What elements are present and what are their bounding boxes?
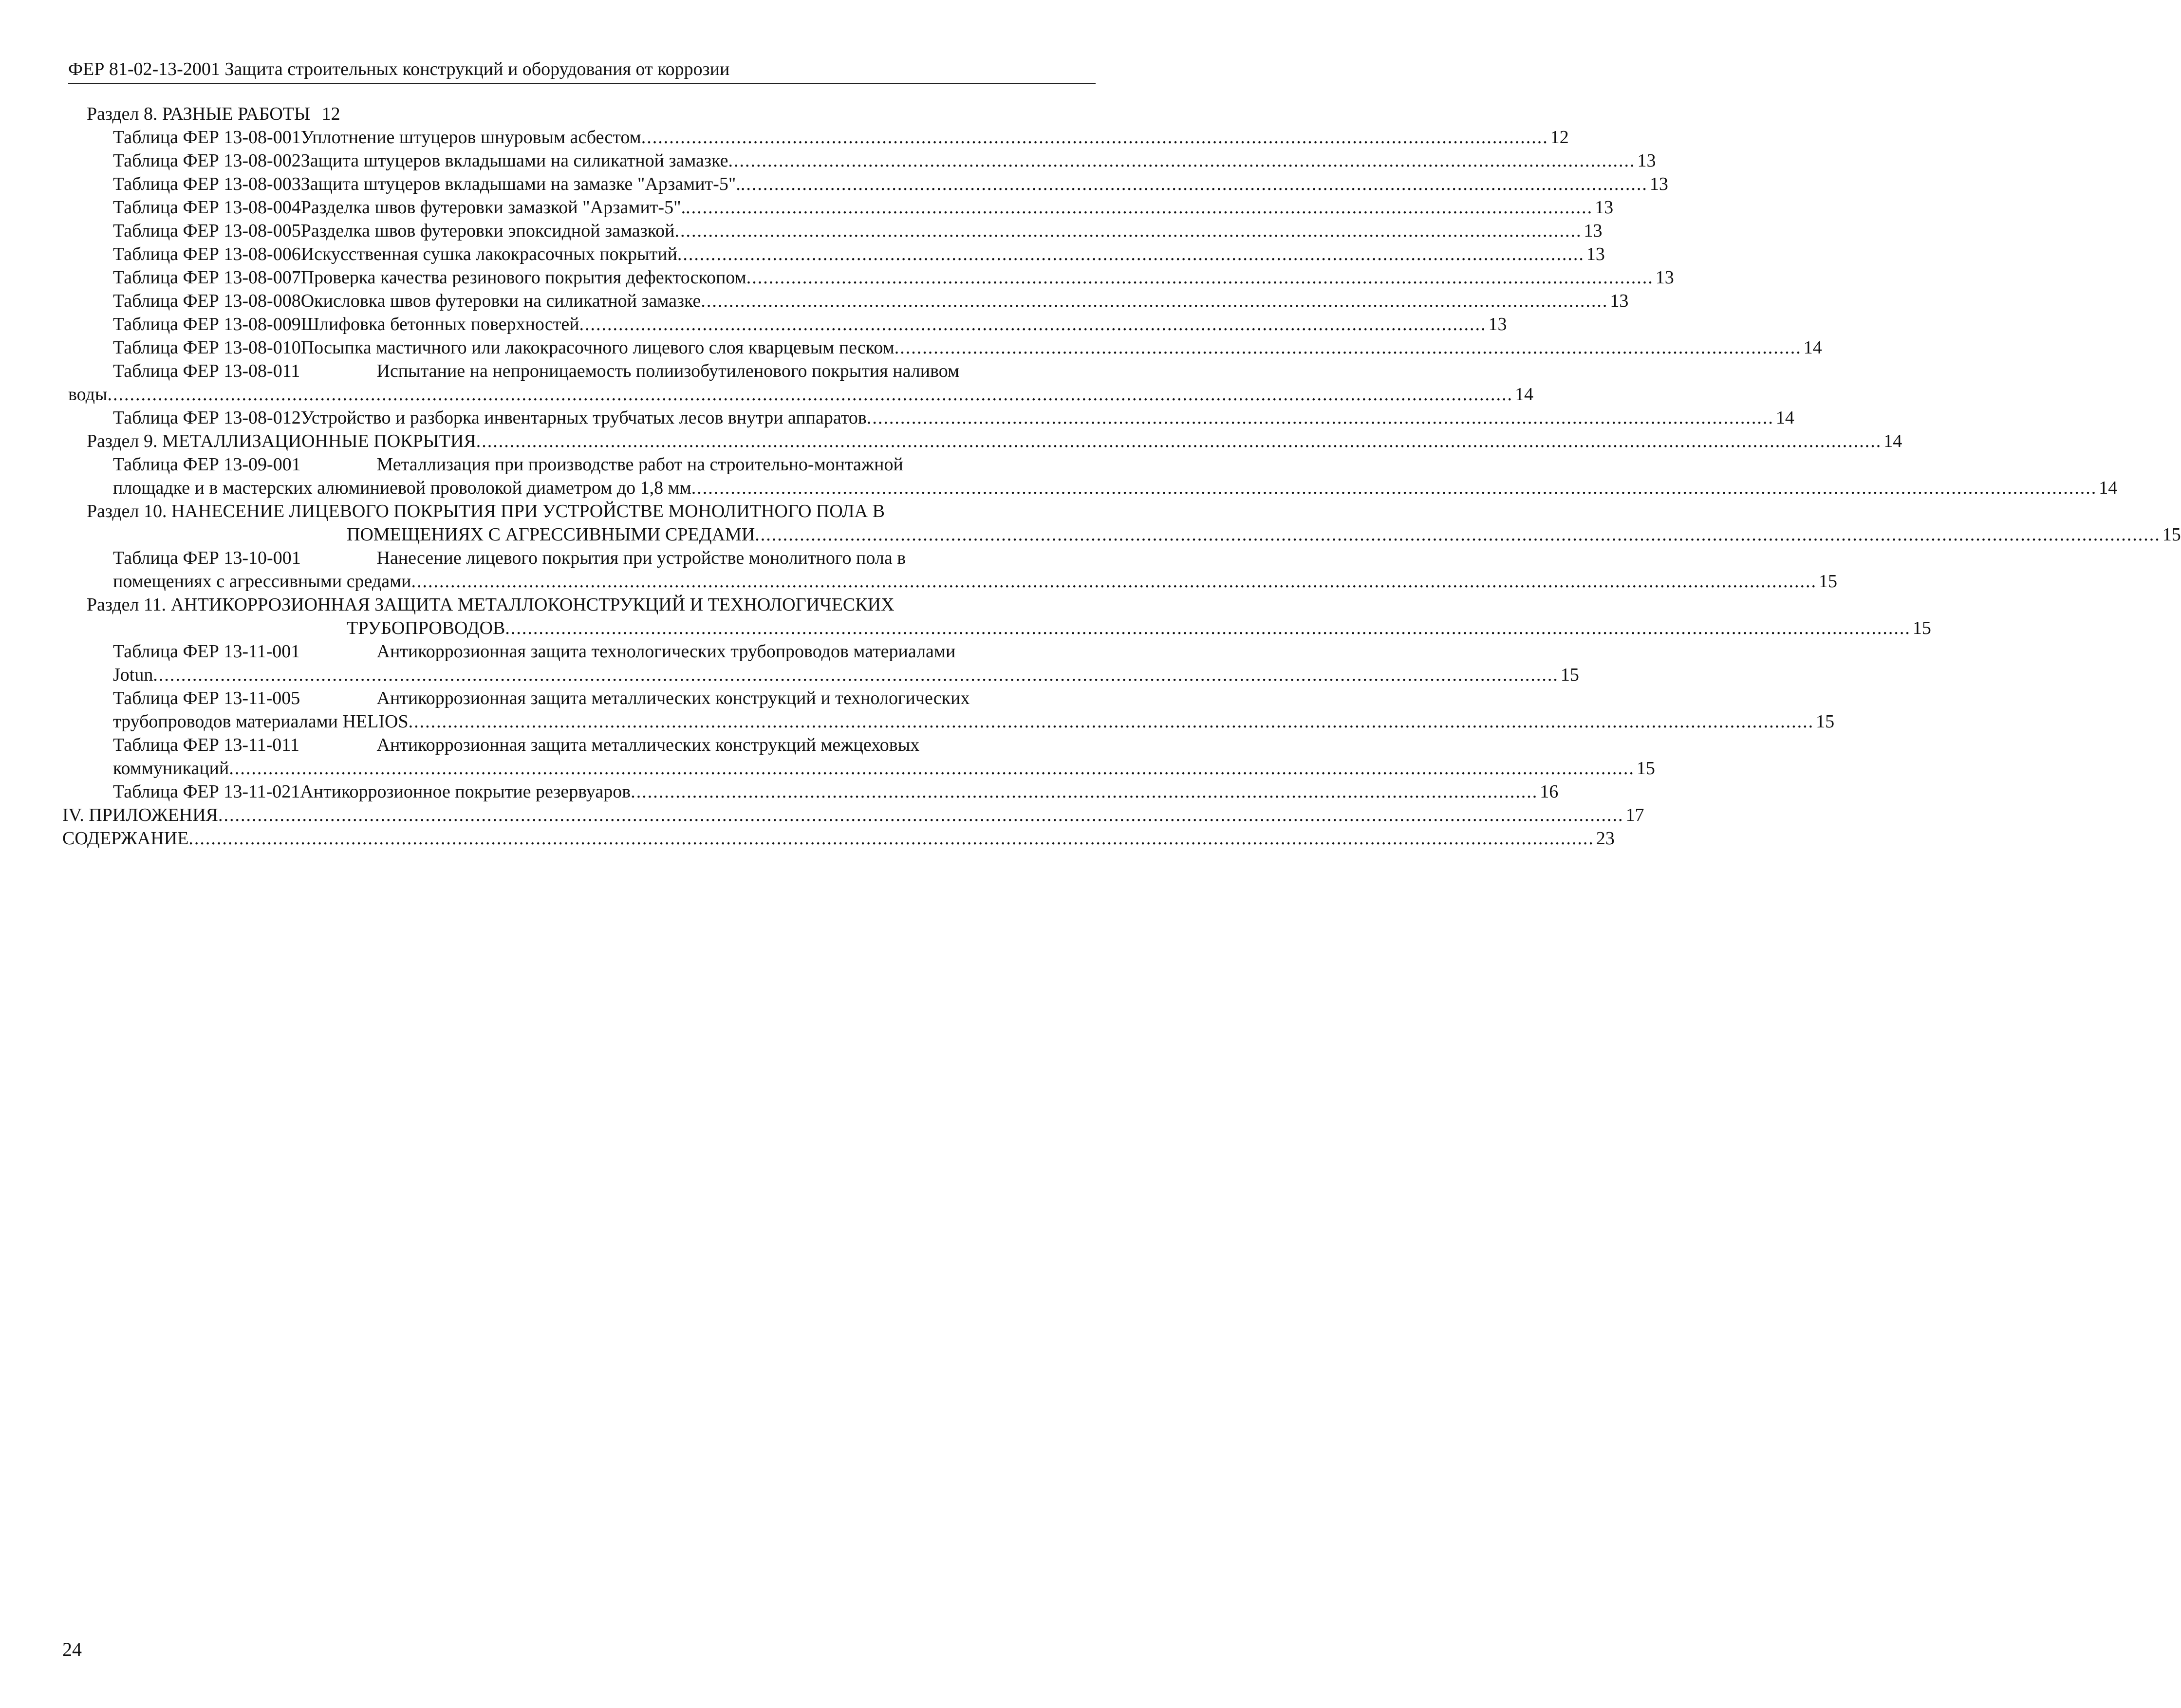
- toc-page-number: 12: [1550, 127, 1569, 148]
- toc-leader-dots: ...........................................................................................................................................................................................................................................................: [153, 665, 1559, 685]
- toc-entry-title: Защита штуцеров вкладышами на замазке "Арзамит-5".: [300, 174, 741, 194]
- toc-entry-title: Шлифовка бетонных поверхностей: [300, 314, 579, 334]
- toc-entry-title-continued: коммуникаций: [113, 758, 229, 779]
- toc-entry-title: Посыпка мастичного или лакокрасочного лицевого слоя кварцевым песком: [300, 337, 895, 358]
- toc-entry-continuation[interactable]: [113, 757, 1655, 780]
- toc-page-number: 13: [1586, 244, 1605, 264]
- toc-table-code: Таблица ФЕР 13-10-001: [113, 548, 301, 568]
- toc-leader-dots: ..................................................................................................................................................................: [677, 244, 1584, 264]
- toc-entry-title: Защита штуцеров вкладышами на силикатной замазке: [300, 150, 728, 171]
- toc-entry-13-08-005[interactable]: [113, 219, 1603, 242]
- toc-table-code: Таблица ФЕР 13-08-004: [113, 197, 301, 218]
- toc-section-title-continued: ТРУБОПРОВОДОВ: [347, 618, 505, 638]
- toc-page-number: 13: [1595, 197, 1614, 218]
- toc-table-code: Таблица ФЕР 13-11-011: [113, 735, 299, 755]
- toc-entry-title: Антикоррозионная защита технологических трубопроводов материалами: [376, 641, 956, 662]
- toc-page-number: 15: [1636, 758, 1655, 779]
- toc-entry-continuation[interactable]: [113, 476, 2118, 500]
- toc-leader-dots: ..................................................................................................................................................................: [728, 150, 1636, 171]
- toc-leader-dots: ...........................................................................................................................................................................................................................................................: [691, 478, 2097, 498]
- toc-section-continuation[interactable]: [347, 523, 2181, 546]
- toc-entry-13-08-010[interactable]: [113, 336, 1822, 359]
- toc-section-title-continued: ПОМЕЩЕНИЯХ С АГРЕССИВНЫМИ СРЕДАМИ: [347, 524, 755, 545]
- toc-section-title: Раздел 11. АНТИКОРРОЗИОННАЯ ЗАЩИТА МЕТАЛЛОКОНСТРУКЦИЙ И ТЕХНОЛОГИЧЕСКИХ: [87, 594, 895, 615]
- toc-leader-dots: ..................................................................................................................................................................: [674, 221, 1582, 241]
- toc-leader-dots: ..................................................................................................................................................................: [631, 781, 1538, 802]
- toc-entry-13-08-006[interactable]: [113, 242, 1605, 266]
- toc-section-11[interactable]: [87, 593, 895, 616]
- toc-contents[interactable]: [62, 827, 1615, 850]
- toc-page-number: 17: [1625, 805, 1644, 825]
- toc-page-number: 12: [321, 104, 340, 124]
- toc-page-number: 13: [1584, 221, 1603, 241]
- toc-page-number: 14: [1775, 408, 1794, 428]
- toc-page-number: 13: [1610, 291, 1629, 311]
- toc-entry-title: Уплотнение штуцеров шнуровым асбестом: [300, 127, 641, 148]
- toc-entry-title-continued: помещениях с агрессивными средами: [113, 571, 411, 592]
- toc-table-code: Таблица ФЕР 13-08-012: [113, 408, 301, 428]
- toc-entry-title-continued: Jotun: [113, 665, 153, 685]
- toc-section-title: Раздел 9. МЕТАЛЛИЗАЦИОННЫЕ ПОКРЫТИЯ: [87, 431, 476, 451]
- toc-entry-continuation[interactable]: [113, 570, 1838, 593]
- toc-entry-title: Металлизация при производстве работ на строительно-монтажной: [376, 454, 903, 475]
- toc-leader-dots: ..................................................................................................................................................................: [686, 197, 1593, 218]
- toc-page-number: 13: [1649, 174, 1668, 194]
- toc-leader-dots: ...........................................................................................................................................................................................................................................................: [408, 711, 1814, 732]
- toc-section-9[interactable]: [87, 429, 1902, 453]
- toc-leader-dots: ...........................................................................................................................................................................................................................................................: [476, 431, 1882, 451]
- toc-entry-title: Разделка швов футеровки замазкой "Арзамит-5".: [300, 197, 686, 218]
- toc-section-title: СОДЕРЖАНИЕ: [62, 828, 189, 849]
- toc-entry-title: Антикоррозионное покрытие резервуаров: [300, 781, 631, 802]
- toc-page-number: 15: [1560, 665, 1579, 685]
- toc-entry-13-08-008[interactable]: [113, 289, 1629, 313]
- toc-entry-13-08-002[interactable]: [113, 149, 1656, 172]
- header-divider: [68, 83, 1096, 84]
- toc-entry-13-08-004[interactable]: [113, 196, 1614, 219]
- toc-leader-dots: ...........................................................................................................................................................................................................................................................: [229, 758, 1635, 779]
- toc-table-code: Таблица ФЕР 13-08-003: [113, 174, 301, 194]
- toc-page-number: 15: [2162, 524, 2181, 545]
- toc-page-number: 15: [1912, 618, 1931, 638]
- toc-section-title: Раздел 8. РАЗНЫЕ РАБОТЫ: [87, 104, 311, 124]
- toc-page-number: 14: [2099, 478, 2118, 498]
- toc-table-code: Таблица ФЕР 13-08-010: [113, 337, 301, 358]
- toc-page-number: 13: [1655, 267, 1674, 288]
- toc-page-number: 15: [1819, 571, 1838, 592]
- toc-entry-13-11-011[interactable]: [113, 733, 1096, 757]
- toc-page-number: 13: [1488, 314, 1507, 334]
- toc-table-code: Таблица ФЕР 13-08-001: [113, 127, 301, 148]
- toc-table-code: Таблица ФЕР 13-08-009: [113, 314, 301, 334]
- toc-entry-title: Искусственная сушка лакокрасочных покрытий: [300, 244, 677, 264]
- toc-entry-title: Нанесение лицевого покрытия при устройстве монолитного пола в: [376, 548, 906, 568]
- toc-table-code: Таблица ФЕР 13-08-008: [113, 291, 301, 311]
- toc-table-code: Таблица ФЕР 13-08-011: [113, 361, 300, 381]
- toc-table-code: Таблица ФЕР 13-11-021: [113, 781, 300, 802]
- toc-entry-13-10-001[interactable]: [113, 546, 1096, 570]
- toc-leader-dots: ..................................................................................................................................................................: [579, 314, 1487, 334]
- toc-table-code: Таблица ФЕР 13-11-001: [113, 641, 300, 662]
- toc-entry-13-08-003[interactable]: [113, 172, 1668, 196]
- toc-table-code: Таблица ФЕР 13-08-007: [113, 267, 301, 288]
- toc-entry-title: Испытание на непроницаемость полиизобутиленового покрытия наливом: [376, 361, 960, 381]
- toc-entry-13-11-021[interactable]: [113, 780, 1559, 803]
- toc-table-code: Таблица ФЕР 13-09-001: [113, 454, 301, 475]
- toc-leader-dots: ...........................................................................................................................................................................................................................................................: [411, 571, 1817, 592]
- running-header: ФЕР 81-02-13-2001 Защита строительных конструкций и оборудования от коррозии: [68, 59, 730, 79]
- toc-entry-title: Проверка качества резинового покрытия дефектоскопом: [300, 267, 746, 288]
- toc-section-title: Раздел 10. НАНЕСЕНИЕ ЛИЦЕВОГО ПОКРЫТИЯ ПРИ УСТРОЙСТВЕ МОНОЛИТНОГО ПОЛА В: [87, 501, 885, 521]
- toc-page-number: 14: [1803, 337, 1822, 358]
- toc-appendix[interactable]: [62, 803, 1644, 827]
- toc-entry-13-08-011[interactable]: [113, 359, 1096, 383]
- toc-entry-13-08-009[interactable]: [113, 313, 1507, 336]
- toc-entry-title: Разделка швов футеровки эпоксидной замазкой: [300, 221, 675, 241]
- toc-table-code: Таблица ФЕР 13-08-002: [113, 150, 301, 171]
- page-number: 24: [62, 1638, 82, 1660]
- toc-table-code: Таблица ФЕР 13-08-005: [113, 221, 301, 241]
- toc-page-number: 23: [1596, 828, 1615, 849]
- toc-leader-dots: ..................................................................................................................................................................: [866, 408, 1774, 428]
- toc-entry-13-08-001[interactable]: [113, 126, 1569, 149]
- toc-leader-dots: ..................................................................................................................................................................: [746, 267, 1654, 288]
- toc-entry-title: Окисловка швов футеровки на силикатной замазке: [300, 291, 701, 311]
- toc-page-number: 16: [1540, 781, 1559, 802]
- toc-entry-13-11-005[interactable]: [113, 687, 1096, 710]
- toc-leader-dots: ...........................................................................................................................................................................................................................................................: [107, 384, 1513, 405]
- toc-section-continuation[interactable]: [347, 616, 1931, 640]
- toc-entry-13-11-001[interactable]: [113, 640, 1096, 663]
- toc-page-number: 13: [1637, 150, 1656, 171]
- toc-leader-dots: ..................................................................................................................................................................: [894, 337, 1802, 358]
- toc-entry-continuation[interactable]: [113, 663, 1579, 687]
- toc-entry-continuation[interactable]: [113, 710, 1835, 733]
- toc-section-8[interactable]: [87, 102, 340, 126]
- toc-section-title: IV. ПРИЛОЖЕНИЯ: [62, 805, 218, 825]
- toc-entry-title: Устройство и разборка инвентарных трубчатых лесов внутри аппаратов: [300, 408, 867, 428]
- toc-entry-title: Антикоррозионная защита металлических конструкций межцеховых: [376, 735, 920, 755]
- toc-entry-13-08-012[interactable]: [113, 406, 1794, 429]
- toc-leader-dots: ...........................................................................................................................................................................................................................................................: [218, 805, 1624, 825]
- toc-section-10[interactable]: [87, 500, 885, 523]
- toc-leader-dots: ...........................................................................................................................................................................................................................................................: [188, 828, 1594, 849]
- toc-entry-continuation[interactable]: [68, 383, 1533, 406]
- toc-leader-dots: ...........................................................................................................................................................................................................................................................: [755, 524, 2161, 545]
- toc-entry-13-09-001[interactable]: [113, 453, 1096, 476]
- toc-table-code: Таблица ФЕР 13-11-005: [113, 688, 300, 708]
- toc-entry-title-continued: трубопроводов материалами HELIOS: [113, 711, 409, 732]
- toc-page-number: 14: [1514, 384, 1533, 405]
- toc-entry-title-continued: площадке и в мастерских алюминиевой проволокой диаметром до 1,8 мм: [113, 478, 691, 498]
- toc-entry-title-continued: воды: [68, 384, 108, 405]
- toc-table-code: Таблица ФЕР 13-08-006: [113, 244, 301, 264]
- toc-page-number: 14: [1883, 431, 1902, 451]
- toc-entry-13-08-007[interactable]: [113, 266, 1674, 289]
- toc-leader-dots: ...........................................................................................................................................................................................................................................................: [505, 618, 1911, 638]
- toc-leader-dots: ..................................................................................................................................................................: [701, 291, 1608, 311]
- toc-page-number: 15: [1816, 711, 1835, 732]
- toc-leader-dots: ..................................................................................................................................................................: [641, 127, 1548, 148]
- toc-entry-title: Антикоррозионная защита металлических конструкций и технологических: [376, 688, 970, 708]
- toc-leader-dots: ..................................................................................................................................................................: [740, 174, 1648, 194]
